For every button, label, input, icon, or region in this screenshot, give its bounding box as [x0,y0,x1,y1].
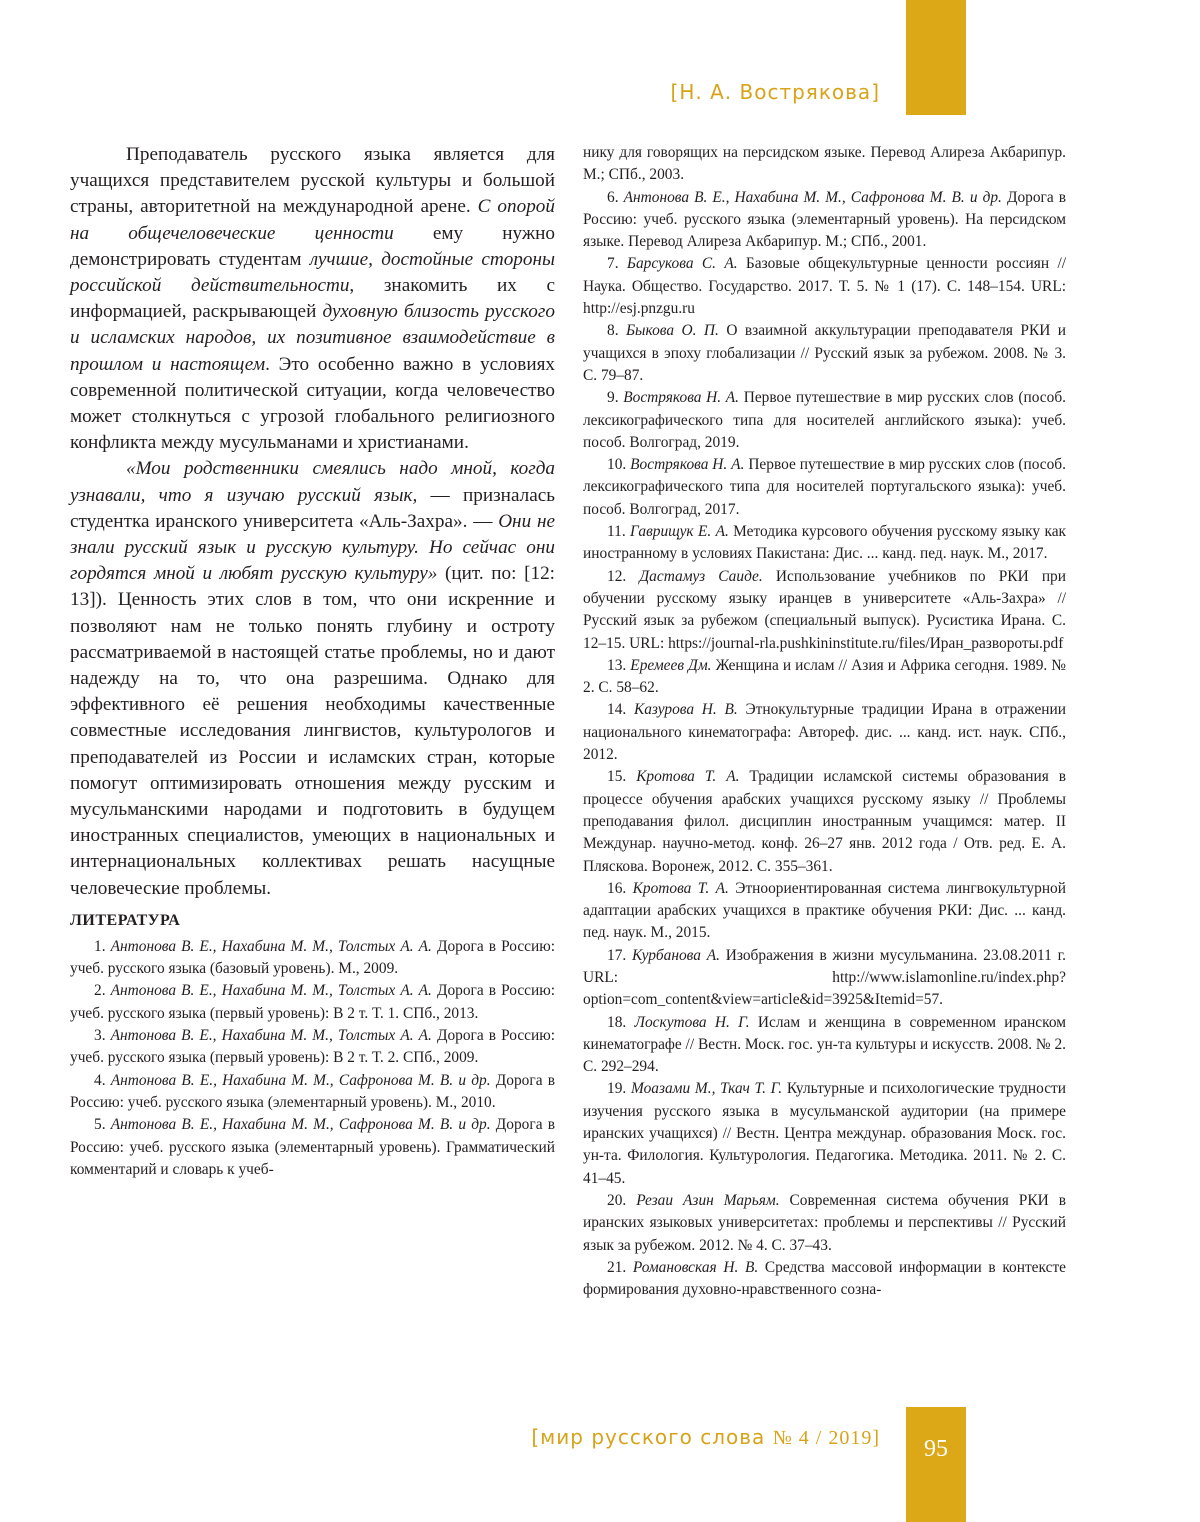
reference-number: 3. [94,1027,111,1045]
quote-run: Они не знали русский язык и русскую культуру. Но сейчас они гордятся мной и любят русскую культуру» [70,510,555,585]
reference-item [583,699,1066,766]
top-accent-tab [906,0,966,115]
reference-item [583,320,1066,387]
reference-authors: Быкова О. П. [625,322,719,340]
reference-number: 12. [607,567,640,585]
reference-authors: Антонова В. Е., Нахабина М. М., Толстых А. А. [110,937,432,955]
reference-text: Этноориентированная система лингвокультурной адаптации арабских учащихся в практике обучения РКИ: Дис. ... канд. пед. наук. М., 2015. [583,879,1066,942]
reference-authors: Антонова В. Е., Нахабина М. М., Сафронова М. В. и др. [623,188,1002,206]
paragraph-1 [70,142,555,456]
reference-number: 7. [607,255,627,273]
reference-text: О взаимной аккультурации преподавателя РКИ и учащихся в эпоху глобализации // Русский язык за рубежом. 2008. № 3. С. 79–87. [583,322,1067,384]
reference-number: 10. [607,456,631,474]
reference-text: Использование учебников по РКИ при обучении русскому языку иранцев в университете «Аль-Захра» // Русский язык за рубежом (специальный выпуск). Русистика Ирана. С. 12–15. URL: https://journal-rla.pushkininstitute.ru/files/Иран_развороты.pdf [583,567,1066,652]
reference-authors: Резаи Азин Марьям. [636,1191,780,1209]
reference-number: 6. [607,188,624,206]
reference-text: Современная система обучения РКИ в иранских языковых университетах: проблемы и перспективы // Русский язык за рубежом. 2012. № 4. С. 37–43. [583,1191,1066,1254]
reference-number: 1. [94,937,111,955]
reference-number: 20. [607,1191,637,1209]
reference-item [583,945,1066,1012]
reference-item [70,1114,555,1181]
reference-item [583,1190,1066,1257]
reference-authors: Романовская Н. В. [632,1258,759,1276]
reference-authors: Кротова Т. А. [636,768,740,786]
reference-authors: Антонова В. Е., Нахабина М. М., Толстых А. А. [110,982,432,1000]
reference-item [583,655,1066,700]
reference-text: Культурные и психологические трудности изучения русского языка в мусульманской аудитории (на примере иранских учащихся) // Вестн. Центра междунар. образования Моск. гос. ун-та. Филология. Культурология. Педагогика. Методика. 2011. № 2. С. 41–45. [583,1080,1067,1187]
reference-authors: Лоскутова Н. Г. [634,1013,750,1031]
references-list-right [583,142,1066,1301]
reference-authors: Гаврищук Е. А. [630,523,729,541]
reference-text: Дорога в Россию: учеб. русского языка (первый уровень): В 2 т. Т. 1. СПб., 2013. [70,982,555,1022]
reference-authors: Вострякова Н. А. [623,389,740,407]
bottom-accent-tab [906,1407,966,1522]
reference-continuation: нику для говорящих на персидском языке. Перевод Алиреза Акбарипур. М.; СПб., 2003. [583,144,1066,184]
reference-authors: Курбанова А. [632,946,720,964]
reference-number: 9. [607,389,624,407]
reference-item [70,936,555,981]
reference-authors: Антонова В. Е., Нахабина М. М., Толстых А. А. [110,1027,432,1045]
reference-item [583,1078,1066,1189]
reference-number: 11. [607,523,631,541]
reference-item [583,253,1066,320]
emphasis-run: духовную близость русского и исламских народов, их позитивное взаимодействие в прошлом и настоящем [70,301,555,375]
reference-authors: Барсукова С. А. [626,255,738,273]
journal-title: [мир русского слова [531,1425,766,1449]
reference-authors: Казурова Н. В. [633,701,738,719]
text-run: (цит. по: [12: 13]). Ценность этих слов в том, что они искренние и позволяют нам не только понять глубину и остроту рассматриваемой в настоящей статье проблемы, но и дают надежду на то, что она разрешима. Однако для эффективного её решения необходимы качественные совместные исследования лингвистов, культурологов и преподавателей из России и исламских стран, которые помогут оптимизировать отношения между русским и мусульманскими народами и подготовить в будущем иностранных специалистов, умеющих в национальных и интернациональных коллективах решать насущные человеческие проблемы. [70,563,556,899]
reference-item [583,454,1066,521]
right-column [583,142,1066,1301]
reference-authors: Антонова В. Е., Нахабина М. М., Сафронова М. В. и др. [110,1116,491,1134]
reference-text: Дорога в Россию: учеб. русского языка (базовый уровень). М., 2009. [70,937,555,978]
reference-item [583,187,1066,254]
reference-authors: Вострякова Н. А. [630,456,745,474]
reference-text: Женщина и ислам // Азия и Африка сегодня. 1989. № 2. С. 58–62. [583,656,1066,697]
reference-item [583,566,1066,655]
reference-item [70,980,555,1025]
reference-text: Дорога в Россию: учеб. русского языка (элементарный уровень). Грамматический комментарий и словарь к учеб- [70,1116,555,1178]
literature-heading: ЛИТЕРАТУРА [70,911,181,929]
reference-authors: Кротова Т. А. [632,879,729,897]
reference-authors: Дастамуз Саиде. [639,567,763,585]
reference-text: Этнокультурные традиции Ирана в отражении национального кинематографа: Автореф. дис. ... канд. ист. наук. СПб., 2012. [583,701,1066,764]
reference-number: 15. [607,768,637,786]
reference-text: Первое путешествие в мир русских слов (пособ. лексикографического типа для носителей португальского языка): учеб. пособ. Волгоград, 2017. [583,456,1066,518]
reference-item [583,521,1066,566]
journal-issue: № 4 / 2019] [772,1427,880,1449]
paragraph-2 [70,456,555,901]
reference-number: 16. [607,879,633,897]
reference-text: Дорога в Россию: учеб. русского языка (элементарный уровень). М., 2010. [70,1071,555,1111]
reference-item [583,1012,1066,1079]
reference-text: Изображения в жизни мусульманина. 23.08.2011 г. URL: http://www.islamonline.ru/index.php?option=com_content&view=article&id=3925&Itemid=57. [583,946,1067,1009]
reference-authors: Моазами М., Ткач Т. Г. [630,1080,783,1098]
reference-authors: Еремеев Дм. [630,656,712,674]
reference-text: Методика курсового обучения русскому языку как иностранному в условиях Пакистана: Дис. ... канд. пед. наук. М., 2017. [583,523,1067,563]
reference-text: Средства массовой информации в контексте формирования духовно-нравственного созна- [583,1258,1066,1299]
reference-item [583,766,1066,877]
reference-text: Дорога в Россию: учеб. русского языка (первый уровень): В 2 т. Т. 2. СПб., 2009. [70,1027,555,1067]
running-foot-journal [531,1425,880,1450]
text-run: Преподаватель русского языка является для учащихся представителем русской культуры и большой страны, авторитетной на международной арене. [70,144,555,218]
left-column [70,142,555,1181]
reference-number: 8. [607,322,626,340]
reference-number: 18. [607,1013,635,1031]
article-body [70,142,555,902]
reference-number: 4. [94,1071,111,1089]
reference-number: 14. [607,701,634,719]
text-run: . Это особенно важно в условиях современной политической ситуации, когда человечество может столкнуться с угрозой глобального религиозного конфликта между мусульманами и христианами. [70,353,556,454]
reference-number: 13. [607,656,631,674]
reference-number: 21. [607,1258,633,1276]
reference-item [70,1070,555,1115]
reference-text: Дорога в Россию: учеб. русского языка (элементарный уровень). На персидском языке. Перевод Алиреза Акбарипур. М.; СПб., 2001. [583,188,1067,251]
reference-number: 2. [94,982,111,1000]
text-run: ему нужно демонстрировать студентам [70,222,555,270]
reference-authors: Антонова В. Е., Нахабина М. М., Сафронова М. В. и др. [110,1071,491,1089]
reference-text: Традиции исламской системы образования в процессе обучения арабских учащихся русскому языку // Проблемы преподавания филол. дисциплин иностранным учащимся: матер. II Междунар. научно-метод. конф. 26–27 янв. 2012 года / Отв. ред. Е. А. Пляскова. Воронеж, 2012. С. 355–361. [583,768,1066,875]
page-number: 95 [924,1436,948,1462]
reference-item [70,1025,555,1070]
quote-run: «Мои родственники смеялись надо мной, когда узнавали, что я изучаю русский язык, [70,458,555,506]
reference-number: 19. [607,1080,631,1098]
emphasis-run: С опорой на общечеловеческие ценности [70,196,555,244]
text-run: , знакомить их с информацией, раскрывающей [70,275,555,323]
reference-number: 5. [94,1116,111,1134]
reference-item [583,387,1066,454]
text-run: — призналась студентка иранского университета «Аль-Захра». — [70,484,555,532]
reference-text: Ислам и женщина в современном иранском кинематографе // Вестн. Моск. гос. ун-та культуры и искусств. 2008. № 2. С. 292–294. [583,1013,1066,1076]
running-head-author: [Н. А. Вострякова] [670,80,880,104]
reference-text: Первое путешествие в мир русских слов (пособ. лексикографического типа для носителей английского языка): учеб. пособ. Волгоград, 2019. [583,389,1067,451]
emphasis-run: лучшие, достойные стороны российской действительности [70,248,555,297]
reference-item [583,878,1066,945]
reference-item [583,1257,1066,1302]
reference-number: 17. [607,946,633,964]
reference-text: Базовые общекультурные ценности россиян // Наука. Общество. Государство. 2017. Т. 5. № 1 (17). С. 148–154. URL: http://esj.pnzgu.ru [583,255,1067,318]
references-list-left [70,936,555,1181]
